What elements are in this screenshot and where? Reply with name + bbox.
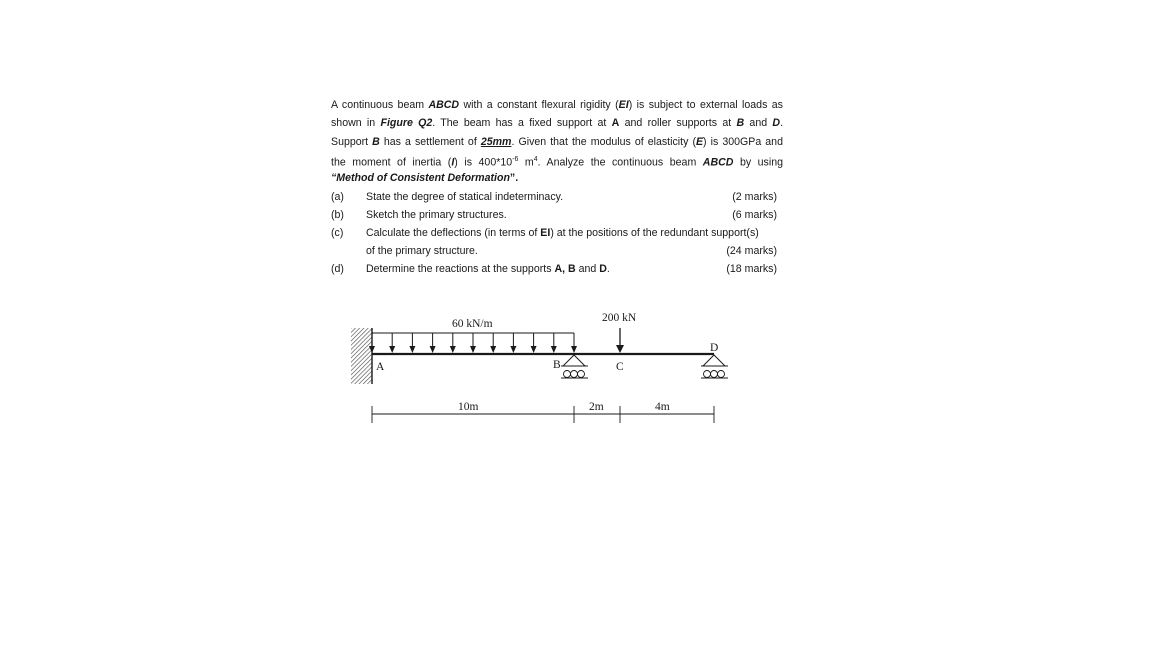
fixed-support-a <box>351 328 372 384</box>
part-d-text: Determine the reactions at the supports A, B and D. <box>366 263 610 275</box>
udl-arrow-head <box>430 346 436 353</box>
udl-arrow-head <box>490 346 496 353</box>
udl-arrow-head <box>389 346 395 353</box>
part-d-marks: (18 marks) <box>726 263 777 275</box>
part-c-marks: (24 marks) <box>726 245 777 257</box>
udl-label: 60 kN/m <box>452 318 493 330</box>
part-d-label: (d) <box>331 263 344 275</box>
part-c-label: (c) <box>331 227 344 239</box>
question-line-5: “Method of Consistent Deformation”. <box>331 172 519 185</box>
part-b-text: Sketch the primary structures. <box>366 209 507 221</box>
udl-arrow-head <box>571 346 577 353</box>
udl-arrow-head <box>470 346 476 353</box>
part-c-text-2: of the primary structure. <box>366 245 478 257</box>
part-c-text: Calculate the deflections (in terms of EI) at the positions of the redundant support(s) <box>366 227 759 239</box>
part-a-label: (a) <box>331 191 344 203</box>
question-line-1: A continuous beam ABCD with a constant flexural rigidity (EI) is subject to external loads as <box>331 99 783 111</box>
dim-label-cd: 4m <box>655 401 670 413</box>
part-b-label: (b) <box>331 209 344 221</box>
udl-arrow-head <box>450 346 456 353</box>
udl-arrow-head <box>551 346 557 353</box>
dim-label-bc: 2m <box>589 401 604 413</box>
question-line-2: shown in Figure Q2. The beam has a fixed support at A and roller supports at B and D. <box>331 117 784 130</box>
question-line-4: the moment of inertia (I) is $400*10^{-6}$ $m^4$. Analyze the continuous beam ABCD by using <box>331 155 783 169</box>
point-label-b: B <box>553 359 561 371</box>
point-load-c <box>616 328 624 353</box>
roller-support-b <box>561 355 588 378</box>
point-load-label: 200 kN <box>602 312 637 324</box>
point-label-c: C <box>616 361 624 373</box>
part-a-text: State the degree of statical indeterminacy. <box>366 191 564 203</box>
part-a-marks: (2 marks) <box>732 191 777 203</box>
question-line-3: Support B has a settlement of 25mm. Given that the modulus of elasticity (E) is 300GPa and <box>331 135 783 148</box>
point-label-d: D <box>710 342 719 354</box>
udl-arrow-head <box>531 346 537 353</box>
udl-arrow-head <box>510 346 516 353</box>
udl-arrow-head <box>409 346 415 353</box>
part-b-marks: (6 marks) <box>732 209 777 221</box>
roller-support-d <box>701 355 728 378</box>
distributed-load <box>369 333 577 353</box>
point-label-a: A <box>376 361 385 373</box>
dim-label-ab: 10m <box>458 401 479 413</box>
